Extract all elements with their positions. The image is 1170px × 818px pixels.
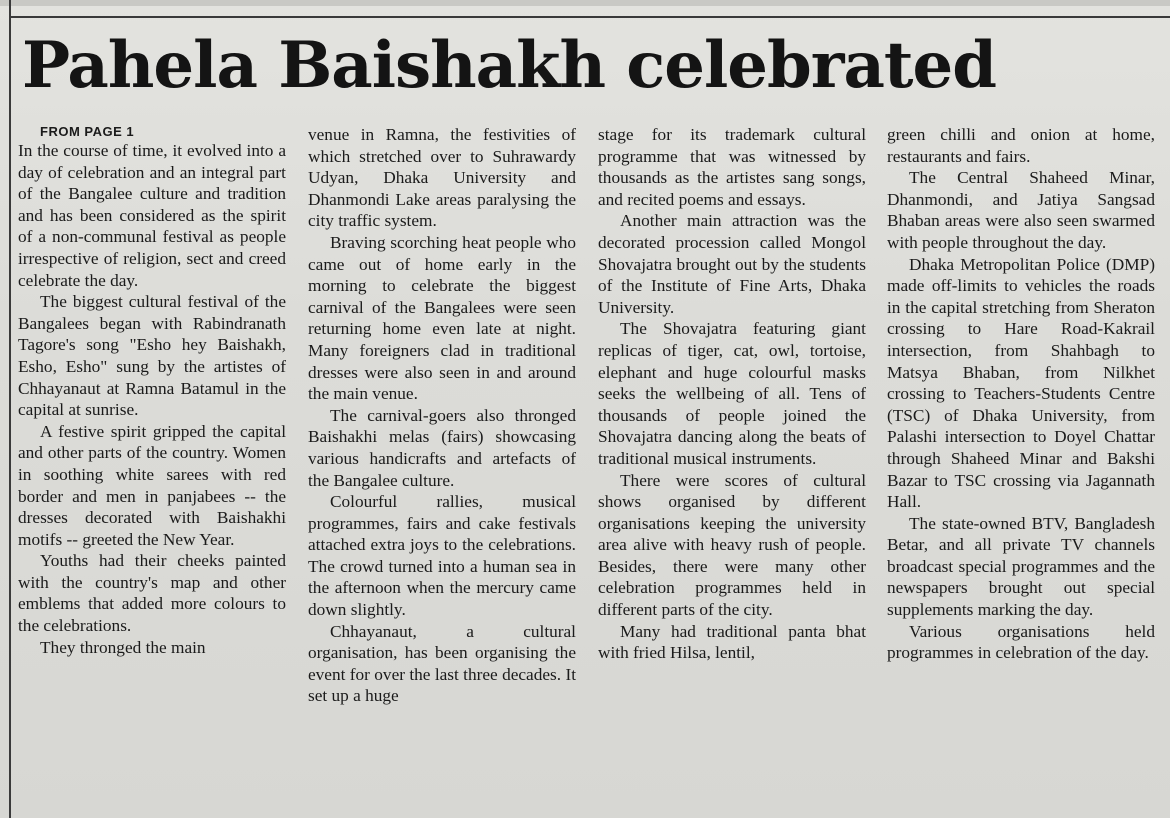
left-column-rule: [9, 0, 11, 818]
column-4: [887, 124, 1155, 804]
paragraph: Dhaka Metropolitan Police (DMP) made off-limits to vehicles the roads in the capital stretching from Sheraton crossing to Hare Road-Kakrail intersection, from Shahbagh to Matsya Bhaban, from Nilkhet crossing to Teachers-Students Centre (TSC) of Dhaka University, from Palashi intersection to Doyel Chattar through Shaheed Minar and Bakshi Bazar to TSC crossing via Jagannath Hall.: [887, 254, 1155, 512]
paragraph: A festive spirit gripped the capital and other parts of the country. Women in soothing white sarees with red border and men in panjabees -- the dresses decorated with Baishakhi motifs -- greeted the New Year.: [18, 421, 286, 549]
headline: Pahela Baishakh celebrated: [22, 28, 996, 103]
paragraph: green chilli and onion at home, restaurants and fairs.: [887, 125, 1155, 166]
paragraph: Many had traditional panta bhat with fried Hilsa, lentil,: [598, 621, 866, 663]
paragraph: Braving scorching heat people who came out of home early in the morning to celebrate the biggest carnival of the Bangalees were seen returning home even late at night. Many foreigners clad in traditional dresses were also seen in and around the main venue.: [308, 232, 576, 404]
paragraph: Various organisations held programmes in celebration of the day.: [887, 621, 1155, 663]
paragraph: Youths had their cheeks painted with the country's map and other emblems that added more colours to the celebrations.: [18, 551, 286, 636]
paragraph: The carnival-goers also thronged Baishakhi melas (fairs) showcasing various handicrafts and artefacts of the Bangalee culture.: [308, 405, 576, 490]
top-rule: [11, 16, 1170, 18]
paragraph: Colourful rallies, musical programmes, fairs and cake festivals attached extra joys to the celebrations. The crowd turned into a human sea in the afternoon when the mercury came down slightly.: [308, 492, 576, 620]
column-3: [598, 124, 866, 804]
column-2: [308, 124, 576, 804]
paragraph: Chhayanaut, a cultural organisation, has been organising the event for over the last three decades. It set up a huge: [308, 621, 576, 706]
paragraph: There were scores of cultural shows organised by different organisations keeping the university area alive with heavy rush of people. Besides, there were many other celebration programmes held in different parts of the city.: [598, 470, 866, 620]
continued-from-label: FROM PAGE 1: [40, 124, 135, 139]
column-1: [18, 124, 286, 804]
paragraph: venue in Ramna, the festivities of which stretched over to Suhrawardy Udyan, Dhaka University and Dhanmondi Lake areas paralysing the city traffic system.: [308, 125, 576, 231]
paragraph: Another main attraction was the decorated procession called Mongol Shovajatra brought out by the students of the Institute of Fine Arts, Dhaka University.: [598, 211, 866, 317]
paragraph: The Shovajatra featuring giant replicas of tiger, cat, owl, tortoise, elephant and huge colourful masks seeks the wellbeing of all. Tens of thousands of people joined the Shovajatra dancing along the beats of traditional musical instruments.: [598, 319, 866, 468]
paragraph: The Central Shaheed Minar, Dhanmondi, and Jatiya Sangsad Bhaban areas were also seen swarmed with people throughout the day.: [887, 168, 1155, 252]
paragraph: In the course of time, it evolved into a day of celebration and an integral part of the Bangalee culture and tradition and has been considered as the spirit of a non-communal festival as people irrespective of religion, sect and creed celebrate the day.: [18, 141, 286, 290]
paragraph: They thronged the main: [40, 637, 206, 657]
paragraph: The state-owned BTV, Bangladesh Betar, and all private TV channels broadcast special programmes and the newspapers brought out special supplements marking the day.: [887, 513, 1155, 620]
paragraph: stage for its trademark cultural programme that was witnessed by thousands as the artistes sang songs, and recited poems and essays.: [598, 125, 866, 209]
paragraph: The biggest cultural festival of the Bangalees began with Rabindranath Tagore's song "Esho hey Baishakh, Esho, Esho" sung by the artistes of Chhayanaut at Ramna Batamul in the capital at sunrise.: [18, 292, 286, 420]
top-strip: [0, 0, 1170, 6]
